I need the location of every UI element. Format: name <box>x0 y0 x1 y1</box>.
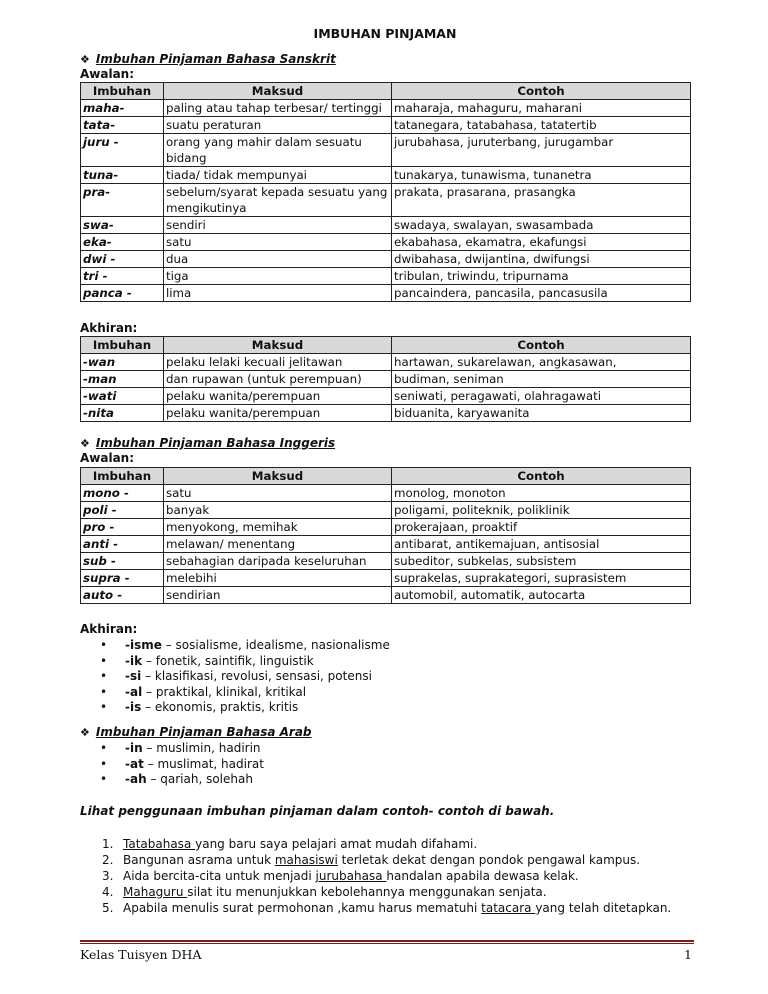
sentence-text: Aida bercita-cita untuk menjadi <box>123 869 316 883</box>
affix-cell: tuna- <box>81 167 164 184</box>
table-row <box>81 502 691 519</box>
table-row <box>81 268 691 285</box>
table-row <box>81 405 691 422</box>
example-cell: tatanegara, tatabahasa, tatatertib <box>392 117 691 134</box>
example-item <box>80 836 690 852</box>
sanskrit-awalan-table <box>80 82 691 302</box>
section-heading-arab: ❖ Imbuhan Pinjaman Bahasa Arab <box>80 725 312 739</box>
affix-cell: supra - <box>81 570 164 587</box>
table-row <box>81 519 691 536</box>
example-cell: budiman, seniman <box>392 371 691 388</box>
list-item <box>100 700 390 716</box>
diamond-bullet-icon: ❖ <box>80 726 90 739</box>
column-header: Imbuhan <box>81 83 164 100</box>
affix-cell: pro - <box>81 519 164 536</box>
example-item <box>80 868 690 884</box>
table-row <box>81 100 691 117</box>
meaning-cell: pelaku wanita/perempuan <box>164 405 392 422</box>
table-row <box>81 217 691 234</box>
list-item <box>100 772 264 788</box>
affix-cell: maha- <box>81 100 164 117</box>
example-cell: jurubahasa, juruterbang, jurugambar <box>392 134 691 167</box>
example-cell: antibarat, antikemajuan, antisosial <box>392 536 691 553</box>
example-cell: suprakelas, suprakategori, suprasistem <box>392 570 691 587</box>
underlined-word: Mahaguru <box>123 885 188 899</box>
affix-cell: panca - <box>81 285 164 302</box>
affix-cell: poli - <box>81 502 164 519</box>
example-cell: seniwati, peragawati, olahragawati <box>392 388 691 405</box>
sentence-text: yang telah ditetapkan. <box>535 901 672 915</box>
suffix: -si <box>125 669 142 683</box>
table-row <box>81 117 691 134</box>
example-cell: ekabahasa, ekamatra, ekafungsi <box>392 234 691 251</box>
column-header: Contoh <box>392 468 691 485</box>
item-number: 3. <box>102 869 114 883</box>
list-item <box>100 757 264 773</box>
akhiran-label: Akhiran: <box>80 321 138 335</box>
example-cell: automobil, automatik, autocarta <box>392 587 691 604</box>
table-row <box>81 184 691 217</box>
sentence-text: terletak dekat dengan pondok pengawal kampus. <box>337 853 641 867</box>
table-row <box>81 354 691 371</box>
example-cell: hartawan, sukarelawan, angkasawan, <box>392 354 691 371</box>
suffix-examples: – sosialisme, idealisme, nasionalisme <box>161 638 390 652</box>
table-row <box>81 285 691 302</box>
table-row <box>81 234 691 251</box>
affix-cell: tata- <box>81 117 164 134</box>
suffix-examples: – muslimat, hadirat <box>143 756 264 771</box>
list-item <box>100 669 390 685</box>
affix-cell: -wan <box>81 354 164 371</box>
example-cell: monolog, monoton <box>392 485 691 502</box>
affix-cell: mono - <box>81 485 164 502</box>
underlined-word: mahasiswi <box>274 853 338 867</box>
example-cell: prakata, prasarana, prasangka <box>392 184 691 217</box>
table-row <box>81 371 691 388</box>
meaning-cell: sendirian <box>164 587 392 604</box>
table-row <box>81 570 691 587</box>
item-number: 5. <box>102 901 114 915</box>
suffix: -al <box>125 684 143 699</box>
suffix: -is <box>125 700 142 714</box>
suffix: -at <box>125 756 144 771</box>
column-header: Contoh <box>392 337 691 354</box>
affix-cell: -wati <box>81 388 164 405</box>
example-cell: tribulan, triwindu, tripurnama <box>392 268 691 285</box>
list-item <box>100 741 264 757</box>
inggeris-akhiran-list <box>100 638 390 716</box>
meaning-cell: melawan/ menentang <box>164 536 392 553</box>
affix-cell: -man <box>81 371 164 388</box>
suffix: -ik <box>125 653 143 668</box>
underlined-word: tatacara <box>481 901 536 915</box>
inggeris-awalan-table <box>80 467 691 604</box>
suffix: -isme <box>125 638 162 652</box>
item-number: 4. <box>102 885 114 899</box>
page-number: 1 <box>684 947 692 962</box>
affix-cell: dwi - <box>81 251 164 268</box>
diamond-bullet-icon: ❖ <box>80 53 90 66</box>
suffix: -ah <box>125 772 147 786</box>
list-item <box>100 654 390 670</box>
table-row <box>81 553 691 570</box>
affix-cell: tri - <box>81 268 164 285</box>
awalan-label: Awalan: <box>80 67 135 81</box>
list-item <box>100 685 390 701</box>
affix-cell: anti - <box>81 536 164 553</box>
table-row <box>81 587 691 604</box>
arab-akhiran-list <box>100 741 264 788</box>
affix-cell: pra- <box>81 184 164 217</box>
column-header: Imbuhan <box>81 337 164 354</box>
example-cell: tunakarya, tunawisma, tunanetra <box>392 167 691 184</box>
table-row <box>81 388 691 405</box>
section-heading-inggeris: ❖ Imbuhan Pinjaman Bahasa Inggeris <box>80 436 336 450</box>
awalan-label: Awalan: <box>80 451 135 465</box>
suffix-examples: – fonetik, saintifik, linguistik <box>142 653 314 668</box>
example-cell: swadaya, swalayan, swasambada <box>392 217 691 234</box>
sentence-text: handalan apabila dewasa kelak. <box>386 869 579 883</box>
sanskrit-akhiran-table <box>80 336 691 422</box>
table-row <box>81 536 691 553</box>
meaning-cell: menyokong, memihak <box>164 519 392 536</box>
affix-cell: swa- <box>81 217 164 234</box>
example-cell: poligami, politeknik, poliklinik <box>392 502 691 519</box>
table-row <box>81 485 691 502</box>
example-note: Lihat penggunaan imbuhan pinjaman dalam contoh- contoh di bawah. <box>80 804 555 818</box>
underlined-word: jurubahasa <box>315 869 387 883</box>
meaning-cell: pelaku wanita/perempuan <box>164 388 392 405</box>
footer-rule <box>80 940 694 942</box>
footer-label: Kelas Tuisyen DHA <box>80 947 202 962</box>
meaning-cell: dan rupawan (untuk perempuan) <box>164 371 392 388</box>
affix-cell: auto - <box>81 587 164 604</box>
column-header: Maksud <box>164 468 392 485</box>
item-number: 2. <box>102 853 114 867</box>
meaning-cell: tiada/ tidak mempunyai <box>164 167 392 184</box>
underlined-word: Tatabahasa <box>123 837 196 851</box>
section-heading-sanskrit: ❖ Imbuhan Pinjaman Bahasa Sanskrit <box>80 52 336 66</box>
item-number: 1. <box>102 837 114 851</box>
affix-cell: sub - <box>81 553 164 570</box>
suffix-examples: – muslimin, hadirin <box>142 741 261 755</box>
suffix-examples: – qariah, solehah <box>146 772 253 786</box>
example-list <box>80 836 690 916</box>
suffix-examples: – ekonomis, praktis, kritis <box>141 700 299 714</box>
meaning-cell: sebelum/syarat kepada sesuatu yang mengikutinya <box>164 184 392 217</box>
table-row <box>81 134 691 167</box>
page-title: IMBUHAN PINJAMAN <box>313 26 457 41</box>
sentence-text: yang baru saya pelajari amat mudah difahami. <box>195 837 478 851</box>
meaning-cell: sebahagian daripada keseluruhan <box>164 553 392 570</box>
example-cell: maharaja, mahaguru, maharani <box>392 100 691 117</box>
sentence-text: Bangunan asrama untuk <box>123 853 275 867</box>
column-header: Imbuhan <box>81 468 164 485</box>
akhiran-label: Akhiran: <box>80 622 138 636</box>
column-header: Contoh <box>392 83 691 100</box>
sentence-text: Apabila menulis surat permohonan ,kamu harus mematuhi <box>123 901 482 915</box>
affix-cell: juru - <box>81 134 164 167</box>
suffix-examples: – klasifikasi, revolusi, sensasi, potensi <box>141 669 372 683</box>
example-cell: pancaindera, pancasila, pancasusila <box>392 285 691 302</box>
affix-cell: -nita <box>81 405 164 422</box>
table-row <box>81 167 691 184</box>
list-item <box>100 638 390 654</box>
meaning-cell: dua <box>164 251 392 268</box>
meaning-cell: suatu peraturan <box>164 117 392 134</box>
table-row <box>81 251 691 268</box>
example-cell: subeditor, subkelas, subsistem <box>392 553 691 570</box>
example-item <box>80 900 690 916</box>
example-cell: dwibahasa, dwijantina, dwifungsi <box>392 251 691 268</box>
example-item <box>80 852 690 868</box>
meaning-cell: tiga <box>164 268 392 285</box>
meaning-cell: melebihi <box>164 570 392 587</box>
meaning-cell: satu <box>164 485 392 502</box>
column-header: Maksud <box>164 83 392 100</box>
affix-cell: eka- <box>81 234 164 251</box>
meaning-cell: satu <box>164 234 392 251</box>
footer-rule <box>80 943 694 944</box>
example-item <box>80 884 690 900</box>
suffix: -in <box>125 741 143 755</box>
example-cell: biduanita, karyawanita <box>392 405 691 422</box>
suffix-examples: – praktikal, klinikal, kritikal <box>142 684 307 699</box>
column-header: Maksud <box>164 337 392 354</box>
sentence-text: silat itu menunjukkan kebolehannya menggunakan senjata. <box>187 885 547 899</box>
example-cell: prokerajaan, proaktif <box>392 519 691 536</box>
meaning-cell: orang yang mahir dalam sesuatu bidang <box>164 134 392 167</box>
diamond-bullet-icon: ❖ <box>80 437 90 450</box>
meaning-cell: lima <box>164 285 392 302</box>
meaning-cell: paling atau tahap terbesar/ tertinggi <box>164 100 392 117</box>
meaning-cell: sendiri <box>164 217 392 234</box>
meaning-cell: pelaku lelaki kecuali jelitawan <box>164 354 392 371</box>
meaning-cell: banyak <box>164 502 392 519</box>
